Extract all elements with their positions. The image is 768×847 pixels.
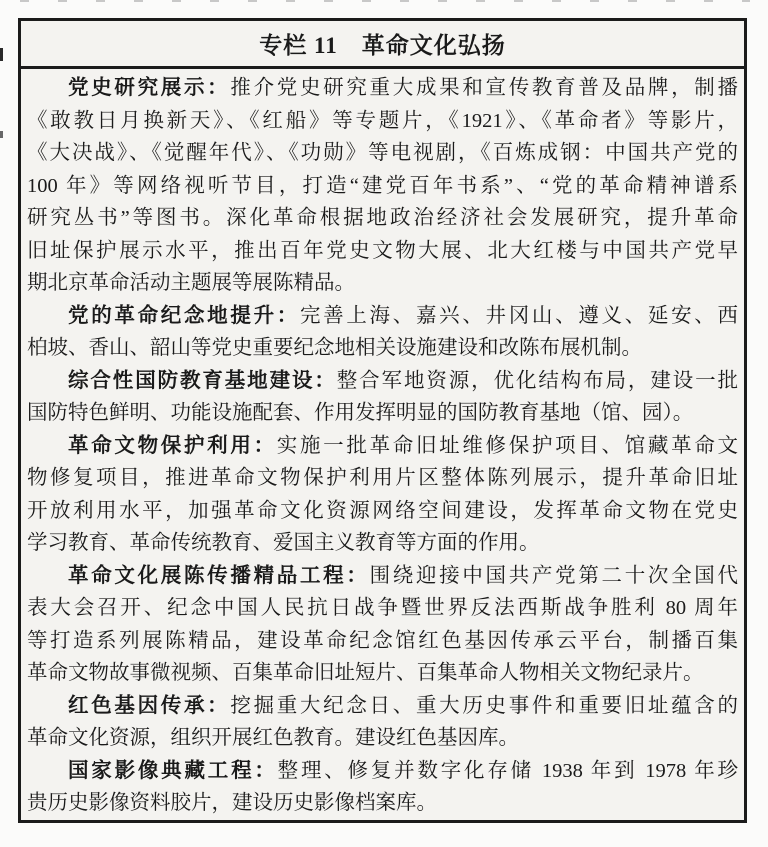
text-line: 开放利用水平，加强革命文化资源网络空间建设，发挥革命文物在党史 (27, 499, 738, 522)
text-line: 革命文物故事微视频、百集革命旧址短片、百集革命人物相关文物纪录片。 (27, 662, 704, 684)
paragraph-party-history-research (27, 72, 738, 300)
paragraph-national-defense-education-bases (27, 365, 738, 430)
text-line: 等打造系列展陈精品，建设革命纪念馆红色基因传承云平台，制播百集 (27, 629, 738, 652)
text-line (27, 430, 738, 463)
paragraph-revolutionary-memorial-sites (27, 300, 738, 365)
text-line: 研究丛书”等图书。深化革命根据地政治经济社会发展研究，提升革命 (27, 207, 738, 229)
paragraph-lead: 党史研究展示： (68, 77, 231, 99)
paragraph-lead: 革命文物保护利用： (68, 434, 277, 457)
line-text: 推介党史研究重大成果和宣传教育普及品牌，制播 (230, 77, 738, 99)
line-text: 整合军地资源，优化结构布局，建设一批 (336, 369, 738, 392)
text-line: 《敢教日月换新天》、《红船》等专题片，《1921》、《革命者》等影片， (27, 109, 738, 132)
line-text: 挖掘重大纪念日、重大历史事件和重要旧址蕴含的 (230, 694, 738, 717)
paragraph-national-image-archive-project (27, 755, 738, 820)
text-line (27, 690, 738, 723)
text-line: 100 年》等网络视听节目，打造“建党百年书系”、“党的革命精神谱系 (27, 174, 738, 197)
text-line: 表大会召开、纪念中国人民抗日战争暨世界反法西斯战争胜利 80 周年 (27, 597, 738, 619)
text-line: 革命文化资源，组织开展红色教育。建设红色基因库。 (27, 727, 519, 749)
paragraph-lead: 红色基因传承： (68, 694, 231, 717)
text-line: 旧址保护展示水平，推出百年党史文物大展、北大红楼与中国共产党早 (27, 239, 738, 262)
line-text: 实施一批革命旧址维修保护项目、馆藏革命文 (276, 434, 738, 457)
column-panel (18, 18, 747, 823)
text-line: 物修复项目，推进革命文物保护利用片区整体陈列展示，提升革命旧址 (27, 467, 738, 489)
scan-artifact-top-dashes (20, 0, 750, 2)
paragraph-lead: 国家影像典藏工程： (68, 759, 278, 782)
scan-artifact-edge-mark (0, 48, 3, 61)
text-line: 国防特色鲜明、功能设施配套、作用发挥明显的国防教育基地（馆、园）。 (27, 402, 694, 424)
line-text: 围绕迎接中国共产党第二十次全国代 (369, 564, 738, 587)
paragraph-lead: 综合性国防教育基地建设： (68, 369, 337, 392)
paragraph-lead: 党的革命纪念地提升： (68, 304, 300, 327)
line-text: 完善上海、嘉兴、井冈山、遵义、延安、西 (299, 304, 738, 327)
text-line: 学习教育、革命传统教育、爱国主义教育等方面的作用。 (27, 532, 540, 554)
scan-artifact-edge-mark (0, 131, 3, 138)
paragraph-revolutionary-relics-protection (27, 430, 738, 560)
text-line: 柏坡、香山、韶山等党史重要纪念地相关设施建设和改陈布展机制。 (27, 337, 642, 359)
paragraph-lead: 革命文化展陈传播精品工程： (68, 564, 370, 587)
text-line: 贵历史影像资料胶片，建设历史影像档案库。 (27, 792, 437, 814)
text-line (27, 365, 738, 398)
text-line: 期北京革命活动主题展等展陈精品。 (27, 272, 355, 294)
panel-body (21, 69, 744, 820)
text-line (27, 72, 738, 105)
paragraph-red-gene-inheritance (27, 690, 738, 755)
text-line: 《大决战》、《觉醒年代》、《功勋》等电视剧，《百炼成钢：中国共产党的 (27, 142, 738, 164)
paragraph-exhibition-communication-projects (27, 560, 738, 690)
line-text: 整理、修复并数字化存储 1938 年到 1978 年珍 (277, 759, 738, 782)
panel-title: 专栏 11 革命文化弘扬 (21, 21, 744, 69)
text-line (27, 755, 738, 788)
text-line (27, 560, 738, 593)
text-line (27, 300, 738, 333)
